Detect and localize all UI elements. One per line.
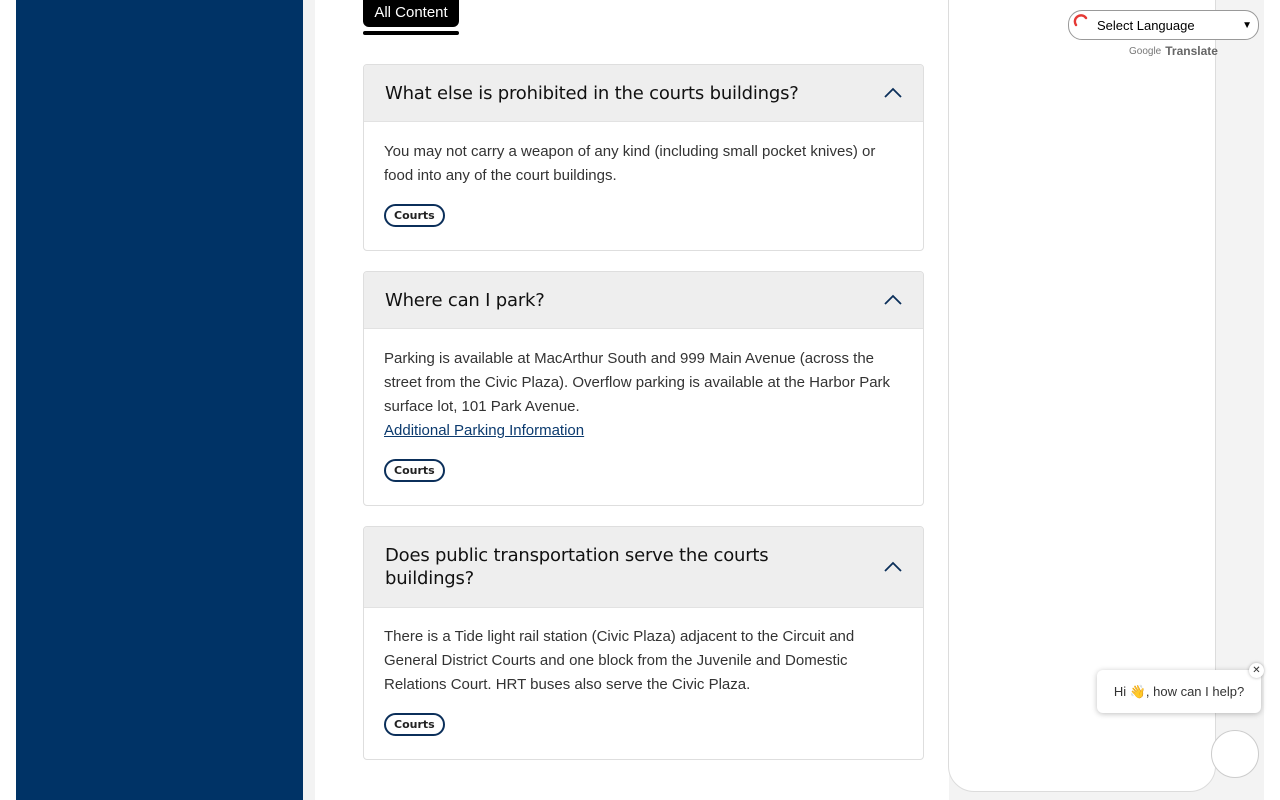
chevron-up-icon[interactable] — [883, 87, 903, 99]
chevron-up-icon[interactable] — [883, 561, 903, 573]
chat-launcher-button[interactable] — [1211, 730, 1259, 778]
faq-answer: You may not carry a weapon of any kind (including small pocket knives) or food into any of the court buildings. — [384, 143, 876, 184]
chat-greeting-text: Hi 👋, how can I help? — [1113, 683, 1245, 699]
active-tab-indicator — [363, 31, 459, 35]
page-gutter-right — [1264, 0, 1280, 800]
chevron-up-icon[interactable] — [883, 294, 903, 306]
translate-link[interactable]: Translate — [1165, 44, 1218, 58]
faq-answer-panel — [364, 122, 923, 227]
left-sidebar — [16, 0, 303, 800]
faq-question-header[interactable] — [364, 527, 923, 608]
google-translate-branding — [1129, 44, 1218, 58]
faq-question: What else is prohibited in the courts buildings? — [385, 82, 799, 104]
chat-greeting-bubble[interactable] — [1097, 670, 1261, 713]
faq-answer-panel — [364, 329, 923, 482]
filter-tab-label: All Content — [374, 4, 448, 21]
filter-tab-all-content[interactable] — [363, 0, 459, 27]
category-tag[interactable]: Courts — [384, 713, 445, 736]
language-select[interactable] — [1068, 10, 1259, 40]
google-logo: Google — [1129, 45, 1162, 57]
faq-item — [363, 271, 924, 506]
loading-spinner-icon — [1073, 14, 1091, 32]
additional-parking-link[interactable]: Additional Parking Information — [384, 422, 585, 439]
category-tag[interactable]: Courts — [384, 204, 445, 227]
language-select-value: Select Language — [1097, 17, 1195, 33]
faq-question-header[interactable] — [364, 65, 923, 122]
chevron-down-icon: ▼ — [1242, 20, 1252, 31]
faq-answer-panel — [364, 608, 923, 736]
faq-answer: There is a Tide light rail station (Civic Plaza) adjacent to the Circuit and General District Courts and one block from the Juvenile and Domestic Relations Court. HRT buses also serve the Civic Plaza. — [384, 628, 855, 693]
faq-question: Where can I park? — [385, 289, 545, 311]
faq-question-header[interactable] — [364, 272, 923, 329]
faq-item — [363, 526, 924, 760]
faq-answer: Parking is available at MacArthur South and 999 Main Avenue (across the street from the Civic Plaza). Overflow parking is available at the Harbor Park surface lot, 101 Park Avenue. — [384, 350, 891, 415]
page-gutter-left — [0, 0, 16, 800]
category-tag[interactable]: Courts — [384, 459, 445, 482]
close-icon[interactable]: ✕ — [1249, 663, 1264, 678]
faq-item — [363, 64, 924, 251]
faq-question: Does public transportation serve the courts buildings? — [385, 545, 769, 589]
